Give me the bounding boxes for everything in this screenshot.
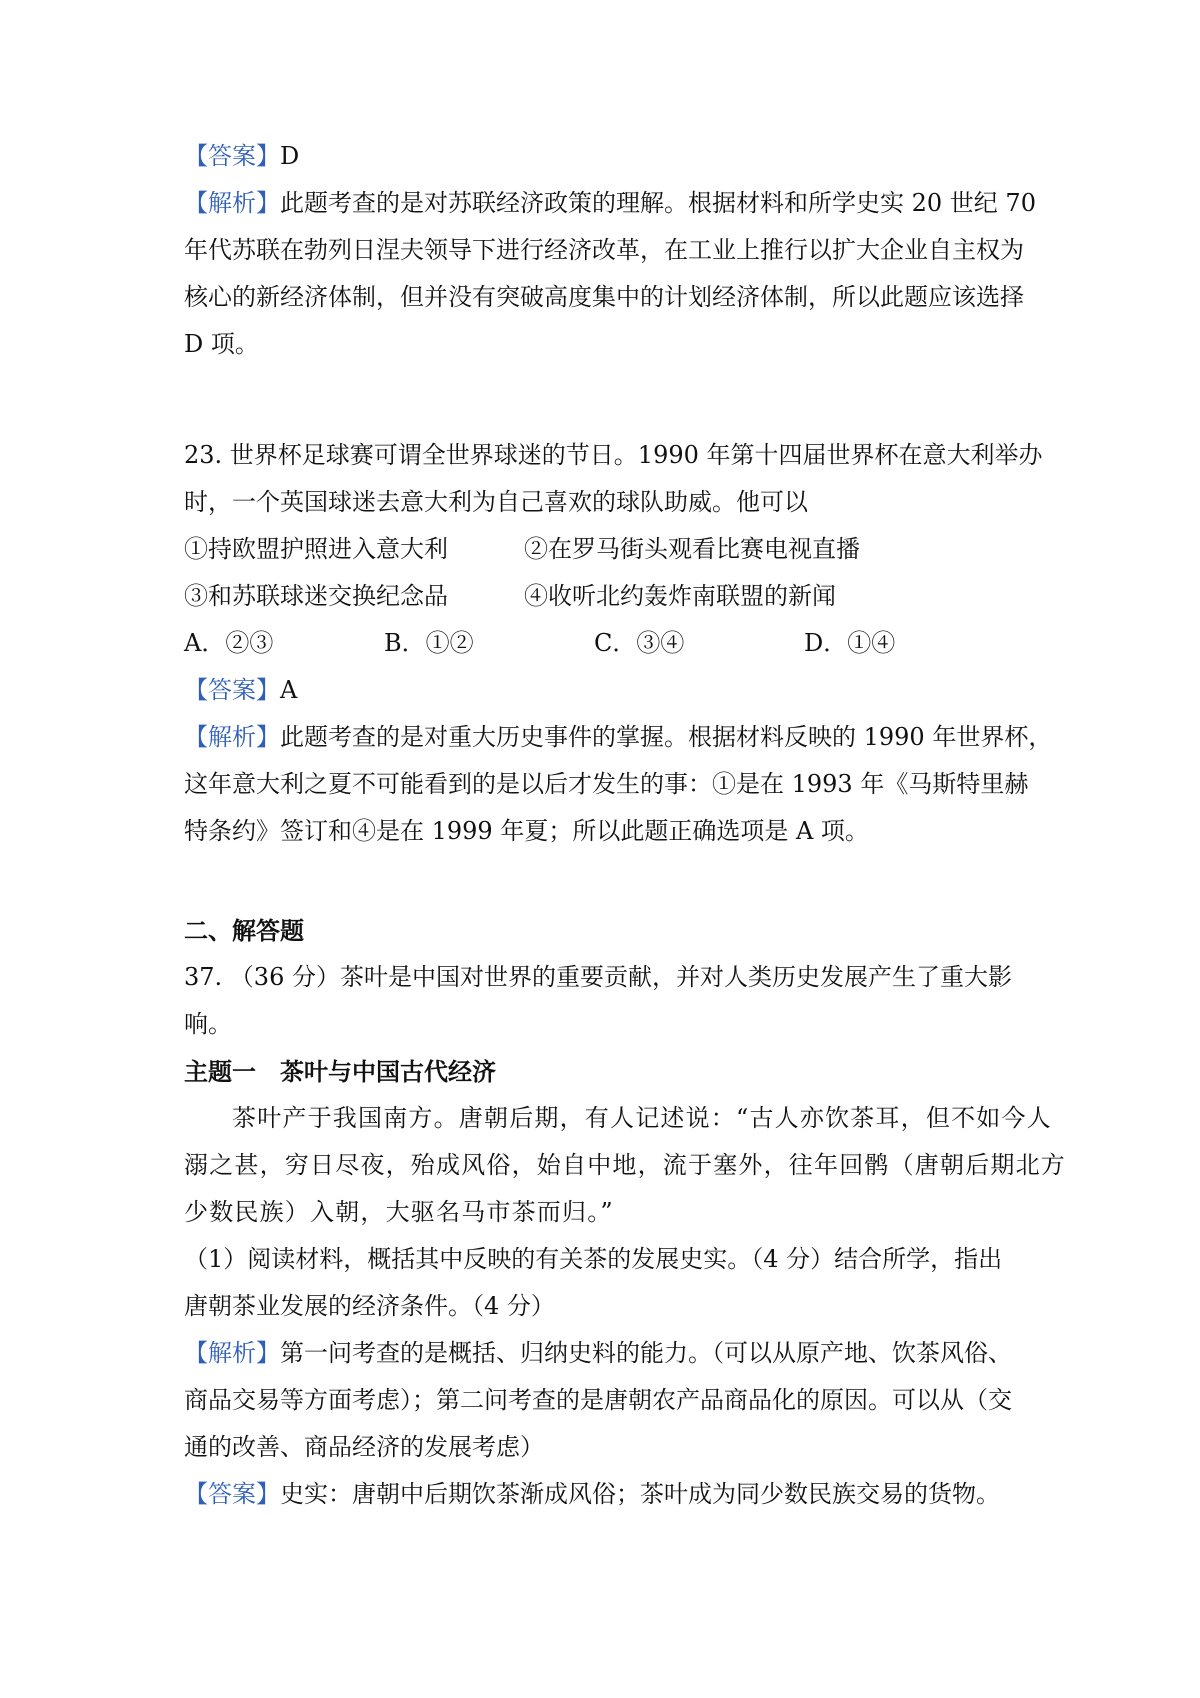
sub1-line-2: 唐朝茶业发展的经济条件。（4 分）: [184, 1292, 555, 1320]
answer-tag: 【答案】: [184, 142, 280, 170]
q23-item-1: ①持欧盟护照进入意大利: [184, 535, 448, 563]
theme-title: 主题一 茶叶与中国古代经济: [184, 1057, 496, 1086]
quote-line-1: 茶叶产于我国南方。唐朝后期，有人记述说：“古人亦饮茶耳，但不如今人: [232, 1104, 1052, 1132]
analysis-text: 此题考查的是对苏联经济政策的理解。根据材料和所学史实 20 世纪 70: [280, 189, 1036, 217]
q22-analysis-line-3: 核心的新经济体制，但并没有突破高度集中的计划经济体制，所以此题应该选择: [184, 283, 1024, 311]
section-heading: 二、解答题: [184, 916, 304, 945]
answer-text: 史实：唐朝中后期饮茶渐成风俗；茶叶成为同少数民族交易的货物。: [280, 1480, 1000, 1508]
sub-question-1: [184, 1236, 1034, 1518]
q37-line-2: 响。: [184, 1010, 232, 1038]
source-quote: [184, 1095, 1066, 1236]
q23-option-c: C．③④: [594, 629, 685, 657]
sub1-answer-line: [184, 1471, 1034, 1518]
analysis-text: 此题考查的是对重大历史事件的掌握。根据材料反映的 1990 年世界杯，: [280, 723, 1053, 751]
q23-item-3: ③和苏联球迷交换纪念品: [184, 582, 448, 610]
quote-line-2: 溺之甚，穷日尽夜，殆成风俗，始自中地，流于塞外，往年回鹘（唐朝后期北方: [184, 1151, 1066, 1179]
q23-analysis-line-2: 这年意大利之夏不可能看到的是以后才发生的事：①是在 1993 年《马斯特里赫: [184, 770, 1029, 798]
q23-option-b: B．①②: [384, 629, 474, 657]
answer-tag: 【答案】: [184, 1480, 280, 1508]
q23-analysis-line-1: [184, 714, 1053, 761]
analysis-tag: 【解析】: [184, 189, 280, 217]
q23-item-4: ④收听北约轰炸南联盟的新闻: [524, 582, 836, 610]
q23-stem: [184, 432, 1043, 526]
q23-items-row-2: [184, 573, 1034, 620]
sub1-analysis-line-3: 通的改善、商品经济的发展考虑）: [184, 1433, 544, 1461]
q37-line-1: 37. （36 分）茶叶是中国对世界的重要贡献，并对人类历史发展产生了重大影: [184, 963, 1012, 991]
section-2: [184, 907, 1034, 1095]
q23-options-row: [184, 620, 1034, 667]
analysis-text: 第一问考查的是概括、归纳史料的能力。（可以从原产地、饮茶风俗、: [280, 1339, 1012, 1367]
q22-analysis-line-2: 年代苏联在勃列日涅夫领导下进行经济改革，在工业上推行以扩大企业自主权为: [184, 236, 1024, 264]
q23-option-a: A．②③: [184, 629, 274, 657]
q23-option-d: D．①④: [804, 629, 896, 657]
q22-block: [184, 133, 1034, 368]
q23-stem-line-1: 23. 世界杯足球赛可谓全世界球迷的节日。1990 年第十四届世界杯在意大利举办: [184, 441, 1043, 469]
q22-analysis-line-4: D 项。: [184, 330, 259, 358]
sub1-line-1: （1）阅读材料，概括其中反映的有关茶的发展史实。（4 分）结合所学，指出: [184, 1245, 1003, 1273]
q23-item-2: ②在罗马街头观看比赛电视直播: [524, 535, 860, 563]
analysis-tag: 【解析】: [184, 1339, 280, 1367]
sub1-analysis-line-1: [184, 1330, 1034, 1377]
answer-value: A: [280, 676, 298, 704]
q23-items-row-1: [184, 526, 1034, 573]
q23-answer-line: [184, 667, 1034, 714]
answer-tag: 【答案】: [184, 676, 280, 704]
q23-analysis-line-3: 特条约》签订和④是在 1999 年夏；所以此题正确选项是 A 项。: [184, 817, 869, 845]
answer-value: D: [280, 142, 300, 170]
sub1-analysis-line-2: 商品交易等方面考虑）；第二问考查的是唐朝农产品商品化的原因。可以从（交: [184, 1386, 1012, 1414]
quote-line-3: 少数民族）入朝，大驱名马市茶而归。”: [184, 1198, 614, 1226]
document-page: [184, 0, 1066, 1698]
q22-answer-line: [184, 133, 1034, 180]
q23-answer-block: [184, 667, 1053, 855]
q22-analysis-line-1: [184, 180, 1034, 227]
q23-stem-line-2: 时，一个英国球迷去意大利为自己喜欢的球队助威。他可以: [184, 488, 808, 516]
analysis-tag: 【解析】: [184, 723, 280, 751]
